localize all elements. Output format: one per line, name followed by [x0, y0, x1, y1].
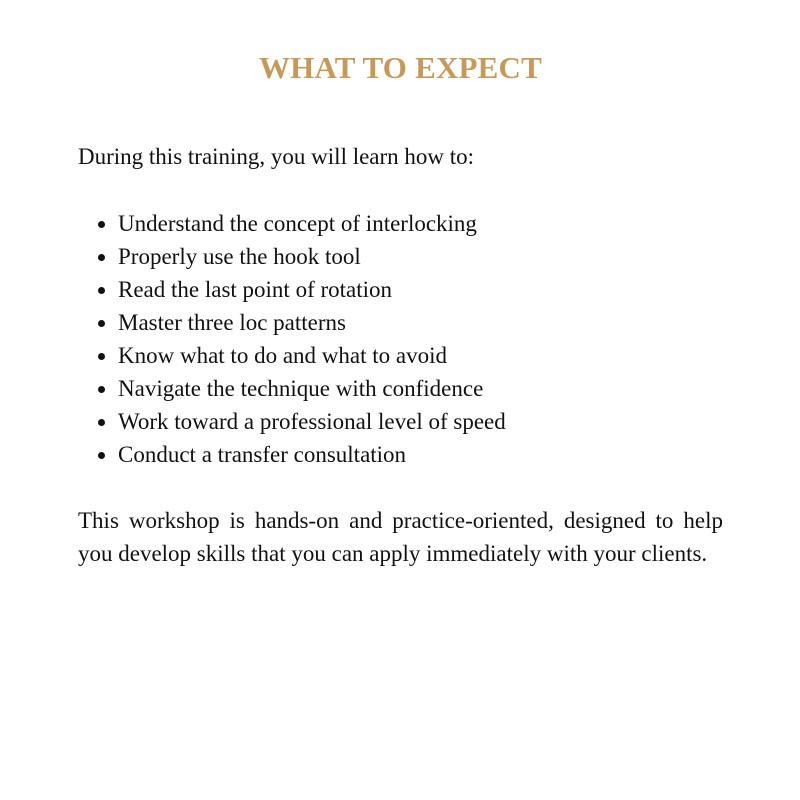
section-title: WHAT TO EXPECT: [258, 50, 543, 85]
list-item: • Understand the concept of interlocking: [118, 207, 723, 240]
list-item: • Conduct a transfer consultation: [118, 438, 723, 471]
list-item: • Know what to do and what to avoid: [118, 339, 723, 372]
list-item: • Work toward a professional level of speed: [118, 405, 723, 438]
intro-paragraph: During this training, you will learn how to:: [78, 144, 475, 169]
learning-objectives-list: [78, 207, 723, 471]
list-item: • Navigate the technique with confidence: [118, 372, 723, 405]
list-item: • Read the last point of rotation: [118, 273, 723, 306]
list-item: • Properly use the hook tool: [118, 240, 723, 273]
closing-paragraph: This workshop is hands-on and practice-oriented, designed to help you develop skills that you can apply immediately with your clients.: [78, 508, 723, 566]
list-item: • Master three loc patterns: [118, 306, 723, 339]
